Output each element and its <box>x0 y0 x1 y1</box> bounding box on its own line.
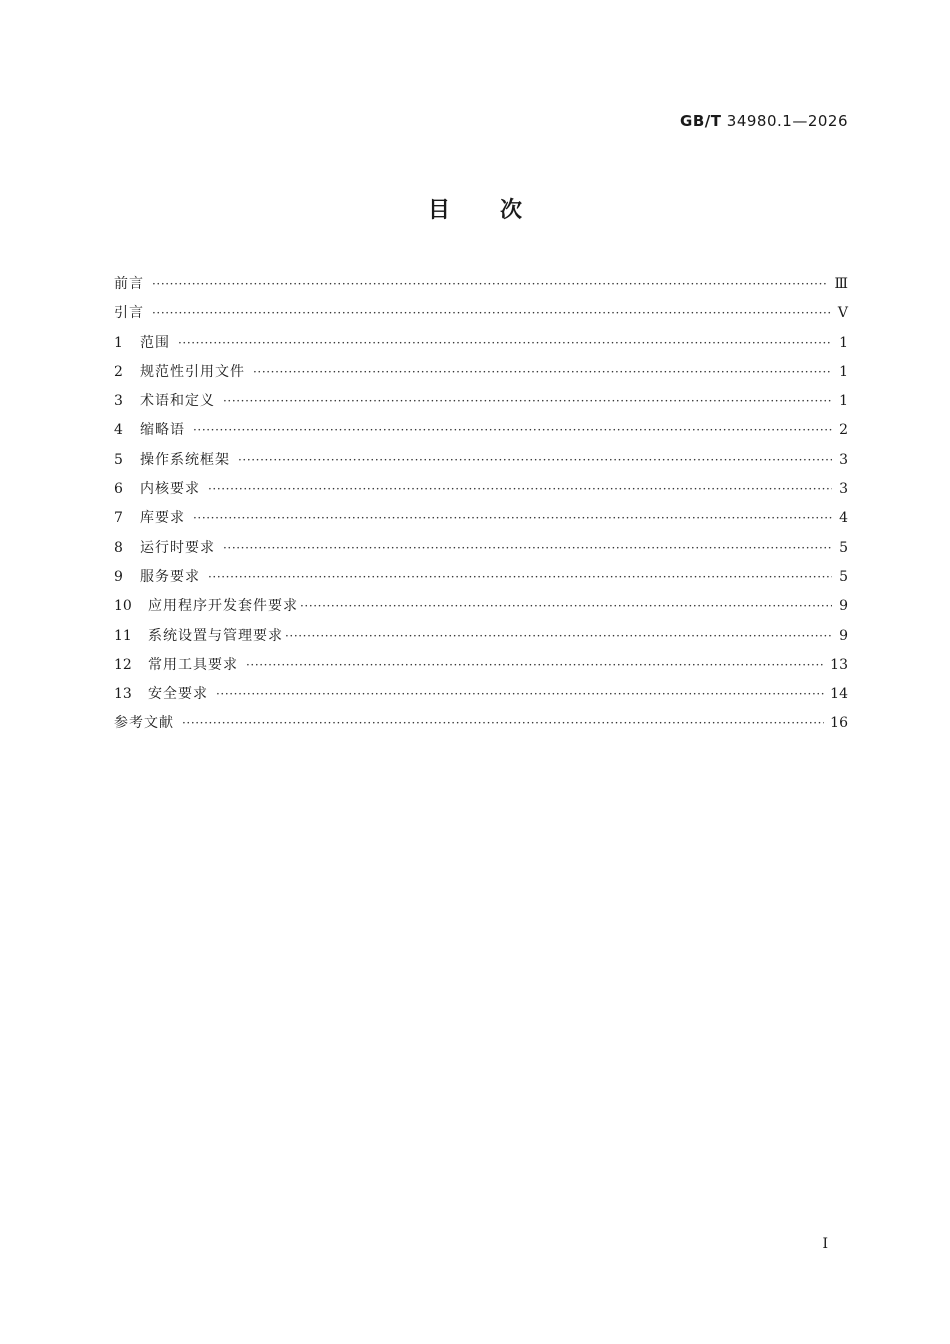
toc-leader <box>223 387 832 416</box>
toc-entry-label: 运行时要求 <box>140 539 215 556</box>
toc-list <box>114 270 848 739</box>
toc-entry-page: 13 <box>830 656 848 673</box>
toc-title: 目次 <box>427 198 572 223</box>
toc-leader <box>152 299 832 328</box>
toc-entry-number: 8 <box>114 539 123 556</box>
toc-entry-label: 应用程序开发套件要求 <box>148 598 298 615</box>
toc-entry-1[interactable] <box>114 329 848 358</box>
toc-entry-label: 范围 <box>140 334 170 351</box>
toc-entry-label: 引言 <box>114 305 144 322</box>
toc-leader <box>182 709 824 738</box>
toc-entry-number: 1 <box>114 334 123 351</box>
toc-entry-page: Ⅴ <box>837 305 848 322</box>
toc-entry-page: 9 <box>839 627 848 644</box>
toc-entry-9[interactable] <box>114 563 848 592</box>
toc-entry-foreword[interactable] <box>114 270 848 299</box>
toc-entry-page: 1 <box>839 363 848 380</box>
toc-entry-number: 11 <box>114 627 132 644</box>
toc-entry-number: 10 <box>114 598 132 615</box>
toc-leader <box>238 446 832 475</box>
toc-entry-label: 内核要求 <box>140 481 200 498</box>
toc-entry-page: Ⅲ <box>834 276 848 292</box>
toc-entry-page: 3 <box>839 451 848 468</box>
toc-entry-3[interactable] <box>114 387 848 416</box>
toc-entry-7[interactable] <box>114 504 848 533</box>
toc-entry-label: 库要求 <box>140 510 185 527</box>
toc-entry-8[interactable] <box>114 534 848 563</box>
standard-number: 34980.1—2026 <box>726 112 848 130</box>
toc-entry-6[interactable] <box>114 475 848 504</box>
toc-entry-2[interactable] <box>114 358 848 387</box>
toc-entry-number: 12 <box>114 656 132 673</box>
toc-entry-number: 13 <box>114 686 132 703</box>
toc-entry-label: 参考文献 <box>114 715 174 732</box>
toc-leader <box>208 475 832 504</box>
toc-entry-page: 9 <box>839 598 848 615</box>
toc-entry-10[interactable] <box>114 592 848 621</box>
toc-leader <box>193 416 832 445</box>
toc-entry-11[interactable] <box>114 622 848 651</box>
toc-entry-label: 安全要求 <box>148 686 208 703</box>
toc-entry-introduction[interactable] <box>114 299 848 328</box>
toc-entry-label: 术语和定义 <box>140 393 215 410</box>
toc-entry-page: 1 <box>839 393 848 410</box>
toc-leader <box>178 329 832 358</box>
toc-entry-label: 前言 <box>114 276 144 292</box>
toc-entry-label: 服务要求 <box>140 568 200 585</box>
toc-leader <box>246 651 824 680</box>
toc-entry-page: 16 <box>830 715 848 732</box>
toc-entry-page: 14 <box>830 686 848 703</box>
toc-entry-page: 5 <box>839 568 848 585</box>
toc-entry-number: 9 <box>114 568 123 585</box>
toc-entry-page: 4 <box>839 510 848 527</box>
toc-entry-label: 缩略语 <box>140 422 185 439</box>
toc-entry-number: 6 <box>114 481 123 498</box>
toc-entry-page: 1 <box>839 334 848 351</box>
toc-entry-page: 5 <box>839 539 848 556</box>
toc-leader <box>152 270 828 299</box>
toc-leader <box>253 358 832 387</box>
toc-leader <box>208 563 832 592</box>
toc-leader <box>193 504 832 533</box>
standard-code <box>680 112 848 130</box>
toc-entry-number: 5 <box>114 451 123 468</box>
toc-entry-5[interactable] <box>114 446 848 475</box>
toc-entry-label: 规范性引用文件 <box>140 363 245 380</box>
toc-entry-4[interactable] <box>114 416 848 445</box>
toc-entry-page: 2 <box>839 422 848 439</box>
toc-entry-label: 常用工具要求 <box>148 656 238 673</box>
toc-entry-number: 4 <box>114 422 123 439</box>
toc-entry-number: 3 <box>114 393 123 410</box>
toc-entry-number: 2 <box>114 363 123 380</box>
toc-entry-label: 系统设置与管理要求 <box>148 627 283 644</box>
toc-leader <box>216 680 824 709</box>
toc-entry-13[interactable] <box>114 680 848 709</box>
toc-leader <box>223 534 832 563</box>
toc-leader <box>285 622 832 651</box>
toc-entry-bibliography[interactable] <box>114 709 848 738</box>
toc-leader <box>300 592 832 621</box>
toc-entry-number: 7 <box>114 510 123 527</box>
toc-entry-page: 3 <box>839 481 848 498</box>
page-number: Ⅰ <box>822 1236 828 1252</box>
toc-entry-label: 操作系统框架 <box>140 451 230 468</box>
standard-prefix: GB/T <box>680 112 722 130</box>
toc-entry-12[interactable] <box>114 651 848 680</box>
